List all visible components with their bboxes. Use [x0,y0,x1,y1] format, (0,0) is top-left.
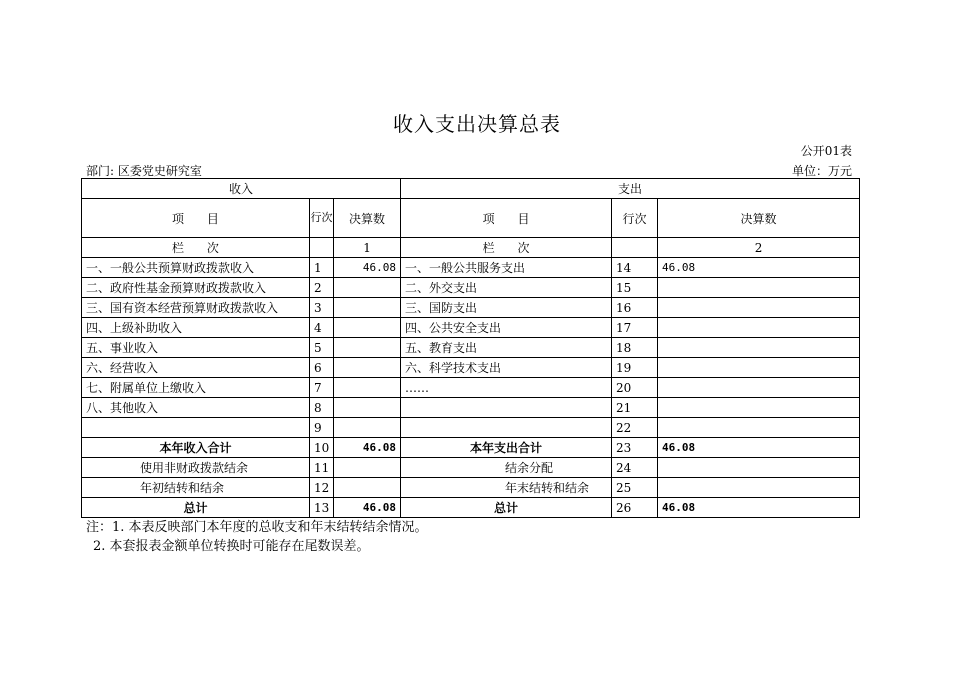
income-amount-header: 决算数 [334,199,401,238]
income-item: 八、其他收入 [82,398,310,418]
income-amount [334,378,401,398]
expense-line-no-header: 行次 [612,199,658,238]
nonfiscal-row [82,458,860,478]
income-amount [334,298,401,318]
expense-amount [658,338,860,358]
expense-amount [658,358,860,378]
expense-column-label: 栏 次 [401,238,612,258]
department-label: 部门: 区委党史研究室 [86,164,202,178]
expense-total-label: 本年支出合计 [401,438,612,458]
income-column-number: 1 [334,238,401,258]
expense-line-no: 19 [612,358,658,378]
table-row [82,298,860,318]
empty-cell [334,478,401,498]
income-item: 一、一般公共预算财政拨款收入 [82,258,310,278]
expense-item: 六、科学技术支出 [401,358,612,378]
income-item: 六、经营收入 [82,358,310,378]
income-line-no: 2 [310,278,334,298]
income-line-no: 4 [310,318,334,338]
grand-expense-no: 26 [612,498,658,518]
expense-line-no: 21 [612,398,658,418]
income-item-header: 项 目 [82,199,310,238]
income-item [82,418,310,438]
income-line-no: 6 [310,358,334,378]
income-amount [334,398,401,418]
expense-item-header: 项 目 [401,199,612,238]
income-item: 二、政府性基金预算财政拨款收入 [82,278,310,298]
expense-amount [658,278,860,298]
table-row [82,398,860,418]
income-total-no: 10 [310,438,334,458]
income-item: 五、事业收入 [82,338,310,358]
grand-total-row [82,498,860,518]
expense-item: 一、一般公共服务支出 [401,258,612,278]
expense-line-no: 22 [612,418,658,438]
table-row [82,338,860,358]
expense-line-no: 16 [612,298,658,318]
expense-amount [658,378,860,398]
footnote-1: 注：1. 本表反映部门本年度的总收支和年末结转结余情况。 [86,520,428,535]
expense-amount: 46.08 [658,258,860,278]
expense-line-no: 18 [612,338,658,358]
distribution-label: 结余分配 [401,458,612,478]
column-label-row [82,238,860,258]
table-row [82,378,860,398]
grand-expense-label: 总计 [401,498,612,518]
form-number: 公开01表 [800,144,852,158]
expense-line-no: 17 [612,318,658,338]
expense-amount [658,318,860,338]
income-total-row [82,438,860,458]
empty-cell [334,458,401,478]
table-header-row [82,179,860,199]
unit-label: 单位：万元 [791,164,852,178]
begin-balance-no: 12 [310,478,334,498]
income-header: 收入 [82,179,401,199]
table-row [82,358,860,378]
table-row [82,278,860,298]
income-amount [334,358,401,378]
begin-balance-label: 年初结转和结余 [82,478,310,498]
income-amount [334,318,401,338]
expense-item: 四、公共安全支出 [401,318,612,338]
income-line-no: 5 [310,338,334,358]
grand-income-label: 总计 [82,498,310,518]
grand-income-no: 13 [310,498,334,518]
table-subheader-row [82,199,860,238]
income-total-amount: 46.08 [334,438,401,458]
expense-amount-header: 决算数 [658,199,860,238]
expense-item: 五、教育支出 [401,338,612,358]
table-row [82,418,860,438]
budget-table [81,178,860,518]
table-row [82,318,860,338]
income-line-no: 8 [310,398,334,418]
grand-income-amount: 46.08 [334,498,401,518]
empty-cell [310,238,334,258]
expense-amount [658,298,860,318]
grand-expense-amount: 46.08 [658,498,860,518]
income-line-no: 3 [310,298,334,318]
income-amount [334,338,401,358]
income-total-label: 本年收入合计 [82,438,310,458]
end-balance-label: 年末结转和结余 [401,478,612,498]
expense-line-no: 15 [612,278,658,298]
empty-cell [658,478,860,498]
expense-line-no: 14 [612,258,658,278]
distribution-no: 24 [612,458,658,478]
expense-item: 二、外交支出 [401,278,612,298]
income-item: 七、附属单位上缴收入 [82,378,310,398]
income-amount [334,278,401,298]
income-line-no: 9 [310,418,334,438]
expense-item [401,418,612,438]
income-item: 三、国有资本经营预算财政拨款收入 [82,298,310,318]
footnote-2: 2. 本套报表金额单位转换时可能存在尾数误差。 [93,539,370,554]
expense-total-no: 23 [612,438,658,458]
empty-cell [612,238,658,258]
income-amount [334,418,401,438]
expense-item: …… [401,378,612,398]
carryover-row [82,478,860,498]
nonfiscal-no: 11 [310,458,334,478]
page-title: 收入支出决算总表 [393,112,561,136]
expense-column-number: 2 [658,238,860,258]
income-amount: 46.08 [334,258,401,278]
expense-header: 支出 [401,179,860,199]
income-line-no-header: 行次 [310,199,334,238]
expense-item: 三、国防支出 [401,298,612,318]
expense-line-no: 20 [612,378,658,398]
expense-amount [658,418,860,438]
nonfiscal-label: 使用非财政拨款结余 [82,458,310,478]
income-line-no: 7 [310,378,334,398]
empty-cell [658,458,860,478]
income-line-no: 1 [310,258,334,278]
table-row [82,258,860,278]
expense-total-amount: 46.08 [658,438,860,458]
expense-item [401,398,612,418]
income-item: 四、上级补助收入 [82,318,310,338]
end-balance-no: 25 [612,478,658,498]
footnotes [86,518,428,556]
income-column-label: 栏 次 [82,238,310,258]
expense-amount [658,398,860,418]
